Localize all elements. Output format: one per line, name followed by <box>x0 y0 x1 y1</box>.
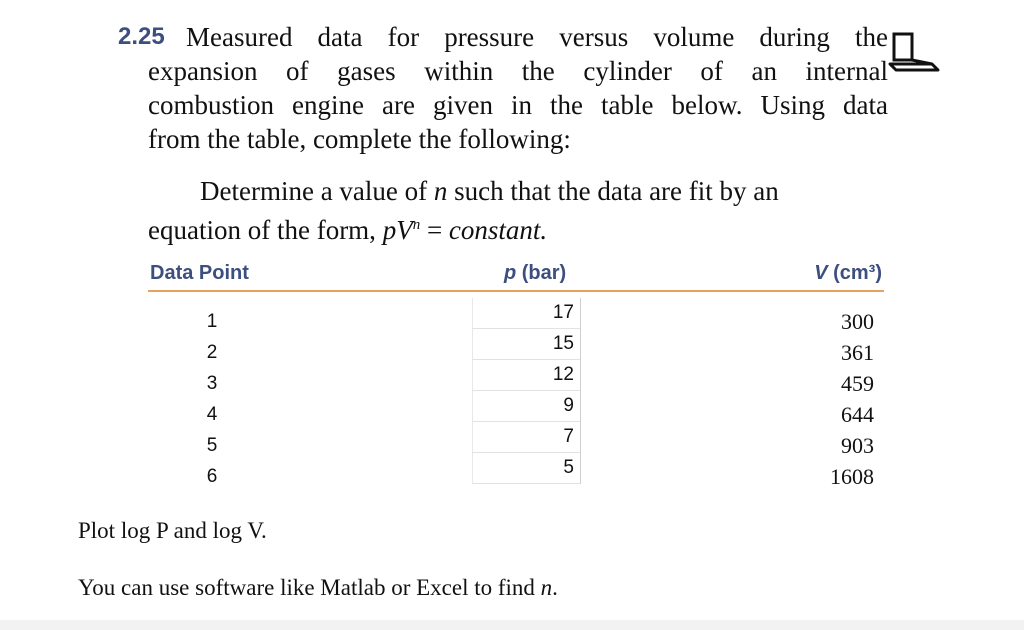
header-pressure <box>504 262 566 285</box>
plot-instruction: Plot log P and log V. <box>78 518 267 543</box>
pressure-cell: 12 <box>472 360 580 391</box>
pressure-column <box>472 298 581 484</box>
data-point-cell: 2 <box>206 342 218 363</box>
pressure-cell: 9 <box>472 391 580 422</box>
data-point-cell: 5 <box>206 435 218 456</box>
volume-cell: 300 <box>841 309 874 334</box>
pressure-cell: 7 <box>472 422 580 453</box>
task-paragraph <box>148 174 888 245</box>
variable-n: n <box>433 176 448 206</box>
pressure-cell: 5 <box>472 453 580 484</box>
volume-column <box>830 306 874 492</box>
problem-line-3: combustion engine are given in the table below. Using data <box>148 90 888 120</box>
table-header <box>148 254 884 292</box>
volume-cell: 1608 <box>830 464 874 489</box>
problem-line-4: from the table, complete the following: <box>148 124 571 154</box>
task-text: Determine a value of <box>200 176 434 206</box>
task-text: such that the data are fit by an <box>447 176 779 206</box>
problem-number: 2.25 <box>118 23 165 50</box>
software-text: You can use software like Matlab or Excel to find <box>78 575 541 600</box>
variable-n: n <box>540 575 553 600</box>
equals-sign: = <box>420 215 449 245</box>
header-volume-unit: (cm³) <box>827 262 882 284</box>
volume-cell: 644 <box>841 402 874 427</box>
task-line-2 <box>148 208 888 245</box>
problem-line-1: Measured data for pressure versus volume during the <box>186 22 888 52</box>
formula: pV <box>382 215 413 245</box>
problem-paragraph <box>118 20 888 156</box>
data-point-cell: 6 <box>206 466 218 487</box>
pressure-cell: 17 <box>472 298 580 329</box>
formula-rhs: constant. <box>448 215 548 245</box>
problem-line-2: expansion of gases within the cylinder of an internal <box>148 56 888 86</box>
data-point-column <box>202 306 222 492</box>
header-volume-var: V <box>814 262 828 284</box>
formula-exponent: n <box>412 217 421 233</box>
pressure-cell: 15 <box>472 329 580 360</box>
task-line-1 <box>148 174 888 208</box>
software-period: . <box>552 575 558 600</box>
header-volume <box>814 262 882 285</box>
header-data-point: Data Point <box>150 262 249 284</box>
task-text: equation of the form, <box>148 215 383 245</box>
software-instruction <box>78 575 558 601</box>
data-point-cell: 4 <box>206 404 218 425</box>
volume-cell: 459 <box>841 371 874 396</box>
data-point-cell: 3 <box>206 373 218 394</box>
problem-statement <box>118 20 888 245</box>
volume-cell: 903 <box>841 433 874 458</box>
data-table <box>148 254 884 489</box>
data-point-cell: 1 <box>206 311 218 332</box>
laptop-icon <box>888 30 940 74</box>
bottom-divider <box>0 620 1024 630</box>
header-pressure-var: p <box>504 262 517 284</box>
volume-cell: 361 <box>841 340 874 365</box>
header-pressure-unit: (bar) <box>516 262 567 284</box>
